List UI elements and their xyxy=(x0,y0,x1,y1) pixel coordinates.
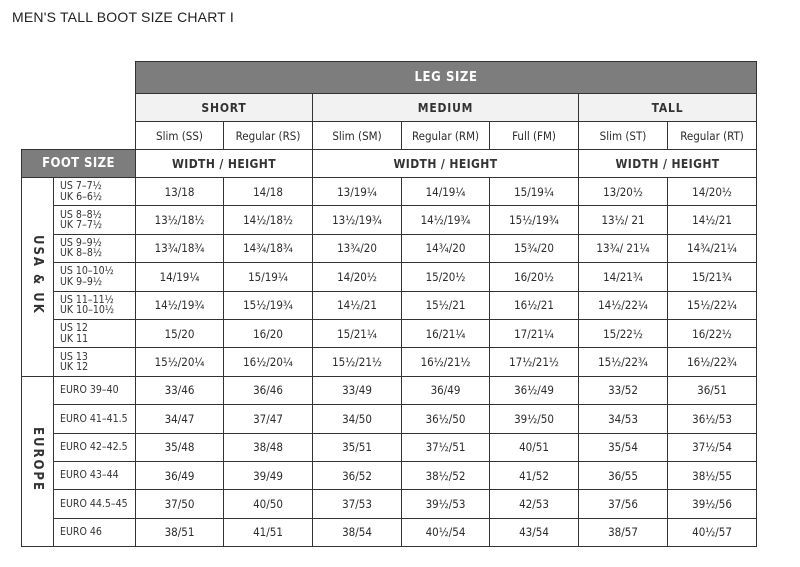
size-value-cell: 35/54 xyxy=(579,433,668,461)
size-value-cell: 15/19¼ xyxy=(490,178,579,206)
size-value-cell: 14½/22¼ xyxy=(579,291,668,319)
size-value-cell: 13/19¼ xyxy=(313,178,402,206)
size-value-cell: 38/51 xyxy=(136,518,224,546)
col-header-regular-rs: Regular (RS) xyxy=(224,122,313,150)
uk-size: UK 10–10½ xyxy=(60,304,115,317)
size-value-cell: 33/52 xyxy=(579,376,668,404)
table-row xyxy=(22,518,757,546)
size-value-cell: 14/19¼ xyxy=(136,263,224,291)
size-value-cell: 13/18 xyxy=(136,178,224,206)
size-value-cell: 37½/51 xyxy=(402,433,490,461)
size-value-cell: 16/22½ xyxy=(668,319,757,347)
size-value-cell: 13/20½ xyxy=(579,178,668,206)
width-height-tall: WIDTH / HEIGHT xyxy=(579,150,757,178)
size-value-cell: 36½/53 xyxy=(668,405,757,433)
size-value-cell: 13½/18½ xyxy=(136,206,224,234)
euro-size-cell: EURO 39–40 xyxy=(54,376,136,404)
size-value-cell: 15/21¼ xyxy=(313,319,402,347)
size-value-cell: 14/19¼ xyxy=(402,178,490,206)
foot-size-cell xyxy=(54,234,136,262)
size-value-cell: 14/21¾ xyxy=(579,263,668,291)
size-value-cell: 16/20½ xyxy=(490,263,579,291)
us-size: US 8–8½ xyxy=(60,208,102,221)
size-value-cell: 15½/20¼ xyxy=(136,348,224,376)
size-value-cell: 13¾/20 xyxy=(313,234,402,262)
col-header-slim-st: Slim (ST) xyxy=(579,122,668,150)
size-value-cell: 13½/ 21 xyxy=(579,206,668,234)
table-row xyxy=(22,178,757,206)
region-usa-uk xyxy=(22,178,54,377)
size-value-cell: 14¾/18¾ xyxy=(224,234,313,262)
size-value-cell: 40/51 xyxy=(490,433,579,461)
size-value-cell: 37/47 xyxy=(224,405,313,433)
size-value-cell: 39½/50 xyxy=(490,405,579,433)
page-title: MEN'S TALL BOOT SIZE CHART I xyxy=(12,9,234,25)
size-value-cell: 39½/53 xyxy=(402,490,490,518)
us-size: US 11–11½ xyxy=(60,293,114,306)
table-row xyxy=(22,461,757,489)
foot-size-cell xyxy=(54,206,136,234)
size-value-cell: 36/55 xyxy=(579,461,668,489)
size-value-cell: 42/53 xyxy=(490,490,579,518)
size-value-cell: 40½/54 xyxy=(402,518,490,546)
size-value-cell: 16½/20¼ xyxy=(224,348,313,376)
size-value-cell: 41/52 xyxy=(490,461,579,489)
size-value-cell: 36½/50 xyxy=(402,405,490,433)
size-value-cell: 14½/21 xyxy=(313,291,402,319)
uk-size: UK 11 xyxy=(60,332,89,345)
us-size: US 12 xyxy=(60,322,88,335)
size-value-cell: 15/21¾ xyxy=(668,263,757,291)
size-value-cell: 33/46 xyxy=(136,376,224,404)
size-value-cell: 14½/19¾ xyxy=(402,206,490,234)
size-value-cell: 37½/54 xyxy=(668,433,757,461)
size-value-cell: 35/48 xyxy=(136,433,224,461)
width-height-medium: WIDTH / HEIGHT xyxy=(313,150,579,178)
euro-size-cell: EURO 43–44 xyxy=(54,461,136,489)
size-value-cell: 36/46 xyxy=(224,376,313,404)
table-row xyxy=(22,206,757,234)
foot-size-header: FOOT SIZE xyxy=(22,150,136,178)
size-value-cell: 34/53 xyxy=(579,405,668,433)
uk-size: UK 12 xyxy=(60,361,89,374)
size-value-cell: 15½/21 xyxy=(402,291,490,319)
size-value-cell: 17½/21½ xyxy=(490,348,579,376)
us-size: US 10–10½ xyxy=(60,265,114,278)
size-value-cell: 15½/19¾ xyxy=(224,291,313,319)
size-value-cell: 38/57 xyxy=(579,518,668,546)
size-value-cell: 15/20 xyxy=(136,319,224,347)
region-label: USA & UK xyxy=(30,235,45,316)
size-value-cell: 16/21¼ xyxy=(402,319,490,347)
col-header-regular-rt: Regular (RT) xyxy=(668,122,757,150)
size-value-cell: 15½/19¾ xyxy=(490,206,579,234)
size-value-cell: 37/53 xyxy=(313,490,402,518)
group-short-header: SHORT xyxy=(136,94,313,122)
size-value-cell: 15/19¼ xyxy=(224,263,313,291)
table-row xyxy=(22,433,757,461)
size-value-cell: 40½/57 xyxy=(668,518,757,546)
leg-size-header: LEG SIZE xyxy=(136,62,757,94)
size-value-cell: 16½/22¾ xyxy=(668,348,757,376)
uk-size: UK 7–7½ xyxy=(60,219,103,232)
size-value-cell: 43/54 xyxy=(490,518,579,546)
group-medium-header: MEDIUM xyxy=(313,94,579,122)
size-value-cell: 36/49 xyxy=(136,461,224,489)
corner-blank xyxy=(22,122,136,150)
size-value-cell: 35/51 xyxy=(313,433,402,461)
size-value-cell: 14¾/21¼ xyxy=(668,234,757,262)
table-row xyxy=(22,405,757,433)
region-label: EUROPE xyxy=(30,427,45,493)
col-header-slim-ss: Slim (SS) xyxy=(136,122,224,150)
size-value-cell: 14½/19¾ xyxy=(136,291,224,319)
size-value-cell: 15/22½ xyxy=(579,319,668,347)
us-size: US 7–7½ xyxy=(60,180,102,193)
size-value-cell: 37/56 xyxy=(579,490,668,518)
col-header-regular-rm: Regular (RM) xyxy=(402,122,490,150)
size-value-cell: 14¾/20 xyxy=(402,234,490,262)
size-value-cell: 39½/56 xyxy=(668,490,757,518)
size-value-cell: 13¾/18¾ xyxy=(136,234,224,262)
size-value-cell: 15½/22¾ xyxy=(579,348,668,376)
table-row xyxy=(22,234,757,262)
uk-size: UK 8–8½ xyxy=(60,247,103,260)
size-value-cell: 36/49 xyxy=(402,376,490,404)
size-value-cell: 40/50 xyxy=(224,490,313,518)
us-size: US 13 xyxy=(60,350,88,363)
size-value-cell: 16½/21 xyxy=(490,291,579,319)
size-value-cell: 16½/21½ xyxy=(402,348,490,376)
size-value-cell: 16/20 xyxy=(224,319,313,347)
us-size: US 9–9½ xyxy=(60,236,102,249)
size-value-cell: 15½/21½ xyxy=(313,348,402,376)
size-value-cell: 13½/19¾ xyxy=(313,206,402,234)
uk-size: UK 6–6½ xyxy=(60,190,103,203)
foot-size-cell xyxy=(54,319,136,347)
table-row xyxy=(22,376,757,404)
size-value-cell: 34/50 xyxy=(313,405,402,433)
size-value-cell: 38/48 xyxy=(224,433,313,461)
size-value-cell: 14½/18½ xyxy=(224,206,313,234)
size-value-cell: 38½/55 xyxy=(668,461,757,489)
region-europe xyxy=(22,376,54,546)
size-value-cell: 17/21¼ xyxy=(490,319,579,347)
group-tall-header: TALL xyxy=(579,94,757,122)
size-value-cell: 36/52 xyxy=(313,461,402,489)
table-row xyxy=(22,319,757,347)
size-value-cell: 14/18 xyxy=(224,178,313,206)
size-value-cell: 15/20½ xyxy=(402,263,490,291)
size-chart-table xyxy=(21,61,757,547)
corner-blank xyxy=(22,94,136,122)
width-height-short: WIDTH / HEIGHT xyxy=(136,150,313,178)
size-value-cell: 36/51 xyxy=(668,376,757,404)
size-value-cell: 15½/22¼ xyxy=(668,291,757,319)
size-value-cell: 14½/21 xyxy=(668,206,757,234)
table-row xyxy=(22,263,757,291)
corner-blank xyxy=(22,62,136,94)
size-value-cell: 38½/52 xyxy=(402,461,490,489)
foot-size-cell xyxy=(54,291,136,319)
col-header-full-fm: Full (FM) xyxy=(490,122,579,150)
euro-size-cell: EURO 41–41.5 xyxy=(54,405,136,433)
size-value-cell: 37/50 xyxy=(136,490,224,518)
table-row xyxy=(22,490,757,518)
euro-size-cell: EURO 44.5–45 xyxy=(54,490,136,518)
size-value-cell: 41/51 xyxy=(224,518,313,546)
size-value-cell: 39/49 xyxy=(224,461,313,489)
foot-size-cell xyxy=(54,178,136,206)
euro-size-cell: EURO 42–42.5 xyxy=(54,433,136,461)
euro-size-cell: EURO 46 xyxy=(54,518,136,546)
size-value-cell: 34/47 xyxy=(136,405,224,433)
foot-size-cell xyxy=(54,263,136,291)
uk-size: UK 9–9½ xyxy=(60,275,103,288)
foot-size-cell xyxy=(54,348,136,376)
size-value-cell: 33/49 xyxy=(313,376,402,404)
size-value-cell: 36½/49 xyxy=(490,376,579,404)
col-header-slim-sm: Slim (SM) xyxy=(313,122,402,150)
size-value-cell: 13¾/ 21¼ xyxy=(579,234,668,262)
size-value-cell: 14/20½ xyxy=(668,178,757,206)
size-value-cell: 38/54 xyxy=(313,518,402,546)
table-row xyxy=(22,348,757,376)
table-row xyxy=(22,291,757,319)
size-value-cell: 15¾/20 xyxy=(490,234,579,262)
size-value-cell: 14/20½ xyxy=(313,263,402,291)
